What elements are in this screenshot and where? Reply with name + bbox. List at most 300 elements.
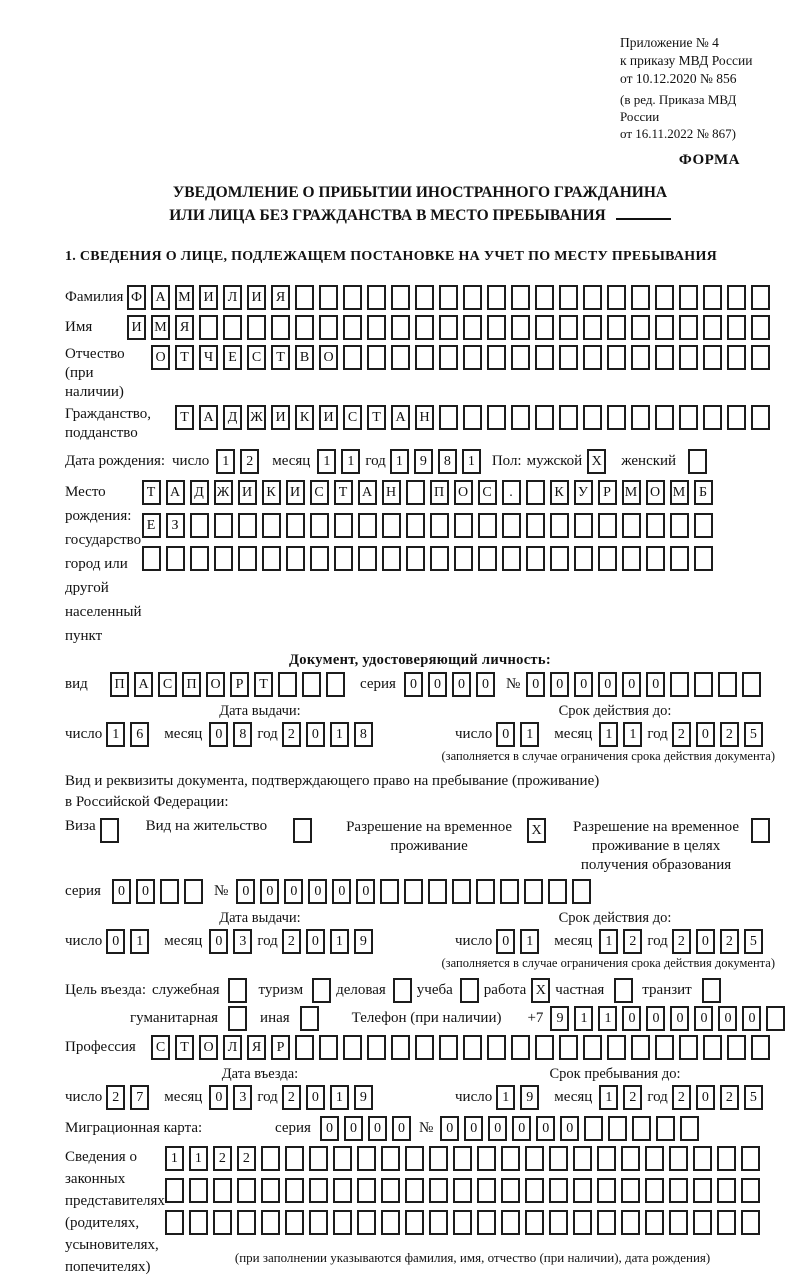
cell[interactable]: И [286, 480, 305, 505]
cell[interactable]: С [478, 480, 497, 505]
cell[interactable]: Т [175, 1035, 194, 1060]
cell[interactable] [333, 1210, 352, 1235]
cell[interactable]: 0 [646, 672, 665, 697]
cell[interactable] [343, 1035, 362, 1060]
cell[interactable] [645, 1210, 664, 1235]
cell[interactable] [189, 1210, 208, 1235]
cell[interactable]: А [166, 480, 185, 505]
cell[interactable]: С [310, 480, 329, 505]
cell[interactable] [501, 1178, 520, 1203]
cell[interactable]: 1 [216, 449, 235, 474]
cell[interactable] [573, 1178, 592, 1203]
cell[interactable]: И [271, 405, 290, 430]
cell[interactable] [319, 285, 338, 310]
cell[interactable] [525, 1146, 544, 1171]
cell[interactable] [439, 345, 458, 370]
cell[interactable]: 3 [233, 1085, 252, 1110]
cell[interactable]: О [206, 672, 225, 697]
cell[interactable]: 0 [284, 879, 303, 904]
cell[interactable] [453, 1146, 472, 1171]
cell[interactable] [228, 1006, 247, 1031]
cell[interactable] [717, 1178, 736, 1203]
cell[interactable]: 0 [428, 672, 447, 697]
cell[interactable] [526, 513, 545, 538]
cell[interactable]: 0 [112, 879, 131, 904]
cell[interactable]: 2 [623, 1085, 642, 1110]
cell[interactable]: 0 [440, 1116, 459, 1141]
cell[interactable] [631, 315, 650, 340]
cell[interactable] [295, 285, 314, 310]
cell[interactable] [607, 285, 626, 310]
cell[interactable]: 0 [512, 1116, 531, 1141]
cell[interactable] [549, 1210, 568, 1235]
cell[interactable]: 1 [330, 1085, 349, 1110]
cell[interactable] [670, 546, 689, 571]
cell[interactable] [751, 345, 770, 370]
cell[interactable] [511, 405, 530, 430]
cell[interactable]: А [199, 405, 218, 430]
cell[interactable] [271, 315, 290, 340]
cell[interactable] [415, 315, 434, 340]
cell[interactable]: Т [367, 405, 386, 430]
cell[interactable]: 0 [236, 879, 255, 904]
cell[interactable]: Я [175, 315, 194, 340]
cell[interactable] [621, 1178, 640, 1203]
cell[interactable] [439, 315, 458, 340]
cell[interactable] [688, 449, 707, 474]
cell[interactable] [357, 1146, 376, 1171]
cell[interactable]: 0 [356, 879, 375, 904]
cell[interactable] [549, 1146, 568, 1171]
cell[interactable]: 1 [165, 1146, 184, 1171]
cell[interactable]: И [319, 405, 338, 430]
cell[interactable] [463, 285, 482, 310]
cell[interactable]: К [550, 480, 569, 505]
cell[interactable]: 5 [744, 722, 763, 747]
cell[interactable] [190, 546, 209, 571]
cell[interactable] [228, 978, 247, 1003]
cell[interactable]: А [358, 480, 377, 505]
cell[interactable] [477, 1146, 496, 1171]
cell[interactable]: X [587, 449, 606, 474]
cell[interactable] [693, 1210, 712, 1235]
cell[interactable] [535, 405, 554, 430]
cell[interactable] [574, 546, 593, 571]
cell[interactable]: 0 [320, 1116, 339, 1141]
cell[interactable]: 2 [282, 929, 301, 954]
cell[interactable] [559, 1035, 578, 1060]
cell[interactable] [680, 1116, 699, 1141]
cell[interactable]: 0 [622, 1006, 641, 1031]
cell[interactable] [238, 513, 257, 538]
cell[interactable] [550, 513, 569, 538]
cell[interactable] [501, 1210, 520, 1235]
cell[interactable]: 0 [598, 672, 617, 697]
cell[interactable]: Т [334, 480, 353, 505]
cell[interactable]: . [502, 480, 521, 505]
cell[interactable]: 0 [622, 672, 641, 697]
cell[interactable]: Е [223, 345, 242, 370]
cell[interactable]: У [574, 480, 593, 505]
cell[interactable] [333, 1178, 352, 1203]
cell[interactable]: 0 [209, 1085, 228, 1110]
cell[interactable]: 0 [718, 1006, 737, 1031]
cell[interactable]: Н [415, 405, 434, 430]
cell[interactable]: 0 [452, 672, 471, 697]
cell[interactable]: И [238, 480, 257, 505]
cell[interactable] [751, 1035, 770, 1060]
cell[interactable] [223, 315, 242, 340]
cell[interactable]: 7 [130, 1085, 149, 1110]
cell[interactable] [439, 405, 458, 430]
cell[interactable] [415, 345, 434, 370]
cell[interactable]: 1 [341, 449, 360, 474]
cell[interactable] [429, 1210, 448, 1235]
cell[interactable]: 2 [720, 722, 739, 747]
cell[interactable]: П [110, 672, 129, 697]
cell[interactable] [655, 315, 674, 340]
cell[interactable]: 0 [560, 1116, 579, 1141]
cell[interactable] [309, 1210, 328, 1235]
cell[interactable]: С [158, 672, 177, 697]
cell[interactable]: 1 [599, 929, 618, 954]
cell[interactable]: 1 [462, 449, 481, 474]
cell[interactable] [463, 1035, 482, 1060]
cell[interactable]: Т [254, 672, 273, 697]
cell[interactable] [703, 315, 722, 340]
cell[interactable]: 0 [308, 879, 327, 904]
cell[interactable] [670, 513, 689, 538]
cell[interactable]: К [295, 405, 314, 430]
cell[interactable]: X [531, 978, 550, 1003]
cell[interactable] [524, 879, 543, 904]
cell[interactable] [326, 672, 345, 697]
cell[interactable] [751, 285, 770, 310]
cell[interactable] [502, 546, 521, 571]
cell[interactable]: 1 [106, 722, 125, 747]
cell[interactable] [535, 1035, 554, 1060]
cell[interactable]: 8 [438, 449, 457, 474]
cell[interactable] [460, 978, 479, 1003]
cell[interactable] [406, 513, 425, 538]
cell[interactable] [367, 1035, 386, 1060]
cell[interactable]: Ж [247, 405, 266, 430]
cell[interactable] [452, 879, 471, 904]
cell[interactable]: 5 [744, 929, 763, 954]
cell[interactable] [741, 1178, 760, 1203]
cell[interactable]: 2 [720, 1085, 739, 1110]
cell[interactable]: 2 [672, 1085, 691, 1110]
cell[interactable] [703, 405, 722, 430]
cell[interactable] [622, 513, 641, 538]
cell[interactable]: С [151, 1035, 170, 1060]
cell[interactable] [213, 1210, 232, 1235]
cell[interactable] [439, 285, 458, 310]
cell[interactable] [574, 513, 593, 538]
cell[interactable] [262, 546, 281, 571]
cell[interactable]: Я [271, 285, 290, 310]
cell[interactable] [679, 405, 698, 430]
cell[interactable]: 1 [317, 449, 336, 474]
cell[interactable] [261, 1178, 280, 1203]
cell[interactable] [404, 879, 423, 904]
cell[interactable]: Т [175, 345, 194, 370]
cell[interactable]: 0 [344, 1116, 363, 1141]
cell[interactable] [621, 1210, 640, 1235]
cell[interactable] [380, 879, 399, 904]
cell[interactable] [607, 1035, 626, 1060]
cell[interactable] [535, 345, 554, 370]
cell[interactable]: 0 [306, 722, 325, 747]
cell[interactable] [549, 1178, 568, 1203]
cell[interactable]: П [182, 672, 201, 697]
cell[interactable] [703, 1035, 722, 1060]
cell[interactable] [669, 1178, 688, 1203]
cell[interactable]: 0 [209, 929, 228, 954]
cell[interactable] [430, 513, 449, 538]
cell[interactable]: О [199, 1035, 218, 1060]
cell[interactable]: 1 [189, 1146, 208, 1171]
cell[interactable] [583, 405, 602, 430]
cell[interactable] [278, 672, 297, 697]
cell[interactable] [694, 672, 713, 697]
cell[interactable]: 2 [672, 722, 691, 747]
cell[interactable] [487, 1035, 506, 1060]
cell[interactable]: 1 [599, 1085, 618, 1110]
cell[interactable]: 2 [720, 929, 739, 954]
cell[interactable]: 0 [646, 1006, 665, 1031]
cell[interactable] [727, 285, 746, 310]
cell[interactable] [165, 1210, 184, 1235]
cell[interactable] [511, 1035, 530, 1060]
cell[interactable] [550, 546, 569, 571]
cell[interactable]: 0 [696, 929, 715, 954]
cell[interactable]: 9 [354, 929, 373, 954]
cell[interactable] [310, 546, 329, 571]
cell[interactable] [237, 1210, 256, 1235]
cell[interactable] [526, 480, 545, 505]
cell[interactable]: 0 [209, 722, 228, 747]
cell[interactable] [655, 285, 674, 310]
cell[interactable]: 9 [550, 1006, 569, 1031]
cell[interactable]: Л [223, 1035, 242, 1060]
cell[interactable] [312, 978, 331, 1003]
cell[interactable]: 0 [496, 929, 515, 954]
cell[interactable] [511, 285, 530, 310]
cell[interactable]: О [151, 345, 170, 370]
cell[interactable]: 6 [130, 722, 149, 747]
cell[interactable] [597, 1146, 616, 1171]
cell[interactable] [310, 513, 329, 538]
cell[interactable] [381, 1210, 400, 1235]
cell[interactable]: Т [175, 405, 194, 430]
cell[interactable] [717, 1146, 736, 1171]
cell[interactable] [679, 285, 698, 310]
cell[interactable]: 0 [368, 1116, 387, 1141]
cell[interactable]: 1 [496, 1085, 515, 1110]
cell[interactable] [343, 315, 362, 340]
cell[interactable] [669, 1210, 688, 1235]
cell[interactable] [608, 1116, 627, 1141]
cell[interactable]: 0 [670, 1006, 689, 1031]
cell[interactable] [285, 1178, 304, 1203]
cell[interactable] [391, 285, 410, 310]
cell[interactable] [261, 1146, 280, 1171]
cell[interactable] [607, 345, 626, 370]
cell[interactable] [751, 405, 770, 430]
cell[interactable] [559, 285, 578, 310]
cell[interactable] [583, 315, 602, 340]
cell[interactable] [487, 285, 506, 310]
cell[interactable] [367, 285, 386, 310]
cell[interactable]: 0 [392, 1116, 411, 1141]
cell[interactable]: 0 [696, 722, 715, 747]
cell[interactable] [213, 1178, 232, 1203]
cell[interactable] [286, 513, 305, 538]
cell[interactable]: 0 [404, 672, 423, 697]
cell[interactable] [500, 879, 519, 904]
cell[interactable]: 0 [496, 722, 515, 747]
cell[interactable] [247, 315, 266, 340]
cell[interactable] [631, 285, 650, 310]
cell[interactable]: Н [382, 480, 401, 505]
cell[interactable] [742, 672, 761, 697]
cell[interactable] [607, 405, 626, 430]
cell[interactable]: 0 [574, 672, 593, 697]
cell[interactable]: Я [247, 1035, 266, 1060]
cell[interactable] [142, 546, 161, 571]
cell[interactable] [727, 405, 746, 430]
cell[interactable] [597, 1210, 616, 1235]
cell[interactable] [358, 546, 377, 571]
cell[interactable] [357, 1178, 376, 1203]
cell[interactable] [751, 818, 770, 843]
cell[interactable] [655, 345, 674, 370]
cell[interactable] [343, 345, 362, 370]
cell[interactable] [573, 1210, 592, 1235]
cell[interactable] [334, 546, 353, 571]
cell[interactable] [309, 1178, 328, 1203]
cell[interactable] [717, 1210, 736, 1235]
cell[interactable]: В [295, 345, 314, 370]
cell[interactable] [302, 672, 321, 697]
cell[interactable]: Л [223, 285, 242, 310]
cell[interactable] [334, 513, 353, 538]
cell[interactable]: С [343, 405, 362, 430]
cell[interactable]: А [134, 672, 153, 697]
cell[interactable] [511, 345, 530, 370]
cell[interactable]: 0 [306, 929, 325, 954]
cell[interactable] [646, 546, 665, 571]
cell[interactable]: 1 [623, 722, 642, 747]
cell[interactable]: 0 [550, 672, 569, 697]
cell[interactable] [300, 1006, 319, 1031]
cell[interactable]: 0 [106, 929, 125, 954]
cell[interactable]: 2 [213, 1146, 232, 1171]
cell[interactable] [621, 1146, 640, 1171]
cell[interactable] [477, 1178, 496, 1203]
cell[interactable]: И [247, 285, 266, 310]
cell[interactable] [693, 1146, 712, 1171]
cell[interactable] [406, 480, 425, 505]
cell[interactable] [429, 1178, 448, 1203]
cell[interactable]: О [646, 480, 665, 505]
cell[interactable]: О [454, 480, 473, 505]
cell[interactable]: П [430, 480, 449, 505]
cell[interactable]: 1 [520, 722, 539, 747]
cell[interactable] [319, 315, 338, 340]
cell[interactable]: 9 [354, 1085, 373, 1110]
cell[interactable] [295, 1035, 314, 1060]
cell[interactable] [679, 315, 698, 340]
cell[interactable] [184, 879, 203, 904]
cell[interactable] [573, 1146, 592, 1171]
cell[interactable] [189, 1178, 208, 1203]
cell[interactable]: А [151, 285, 170, 310]
cell[interactable]: 0 [476, 672, 495, 697]
cell[interactable] [559, 345, 578, 370]
cell[interactable]: 1 [390, 449, 409, 474]
cell[interactable] [703, 285, 722, 310]
cell[interactable] [415, 285, 434, 310]
cell[interactable]: 0 [260, 879, 279, 904]
cell[interactable] [319, 1035, 338, 1060]
cell[interactable] [190, 513, 209, 538]
cell[interactable] [693, 1178, 712, 1203]
cell[interactable] [487, 405, 506, 430]
cell[interactable]: 1 [330, 929, 349, 954]
cell[interactable] [548, 879, 567, 904]
cell[interactable] [429, 1146, 448, 1171]
cell[interactable] [655, 405, 674, 430]
cell[interactable]: 2 [237, 1146, 256, 1171]
cell[interactable] [559, 315, 578, 340]
cell[interactable] [165, 1178, 184, 1203]
cell[interactable] [357, 1210, 376, 1235]
cell[interactable] [463, 315, 482, 340]
cell[interactable]: Ф [127, 285, 146, 310]
cell[interactable] [670, 672, 689, 697]
cell[interactable] [343, 285, 362, 310]
cell[interactable] [559, 405, 578, 430]
cell[interactable] [453, 1178, 472, 1203]
cell[interactable]: 0 [526, 672, 545, 697]
cell[interactable] [367, 315, 386, 340]
cell[interactable]: К [262, 480, 281, 505]
cell[interactable]: М [175, 285, 194, 310]
cell[interactable] [454, 546, 473, 571]
cell[interactable] [381, 1146, 400, 1171]
cell[interactable]: Е [142, 513, 161, 538]
cell[interactable] [741, 1210, 760, 1235]
cell[interactable] [405, 1178, 424, 1203]
cell[interactable] [622, 546, 641, 571]
cell[interactable]: А [391, 405, 410, 430]
cell[interactable] [694, 513, 713, 538]
cell[interactable] [598, 513, 617, 538]
cell[interactable]: 2 [672, 929, 691, 954]
cell[interactable]: М [670, 480, 689, 505]
cell[interactable]: Т [271, 345, 290, 370]
cell[interactable] [476, 879, 495, 904]
cell[interactable] [645, 1178, 664, 1203]
cell[interactable]: Д [223, 405, 242, 430]
cell[interactable] [391, 1035, 410, 1060]
cell[interactable] [293, 818, 312, 843]
cell[interactable] [166, 546, 185, 571]
cell[interactable]: 8 [233, 722, 252, 747]
cell[interactable] [382, 513, 401, 538]
